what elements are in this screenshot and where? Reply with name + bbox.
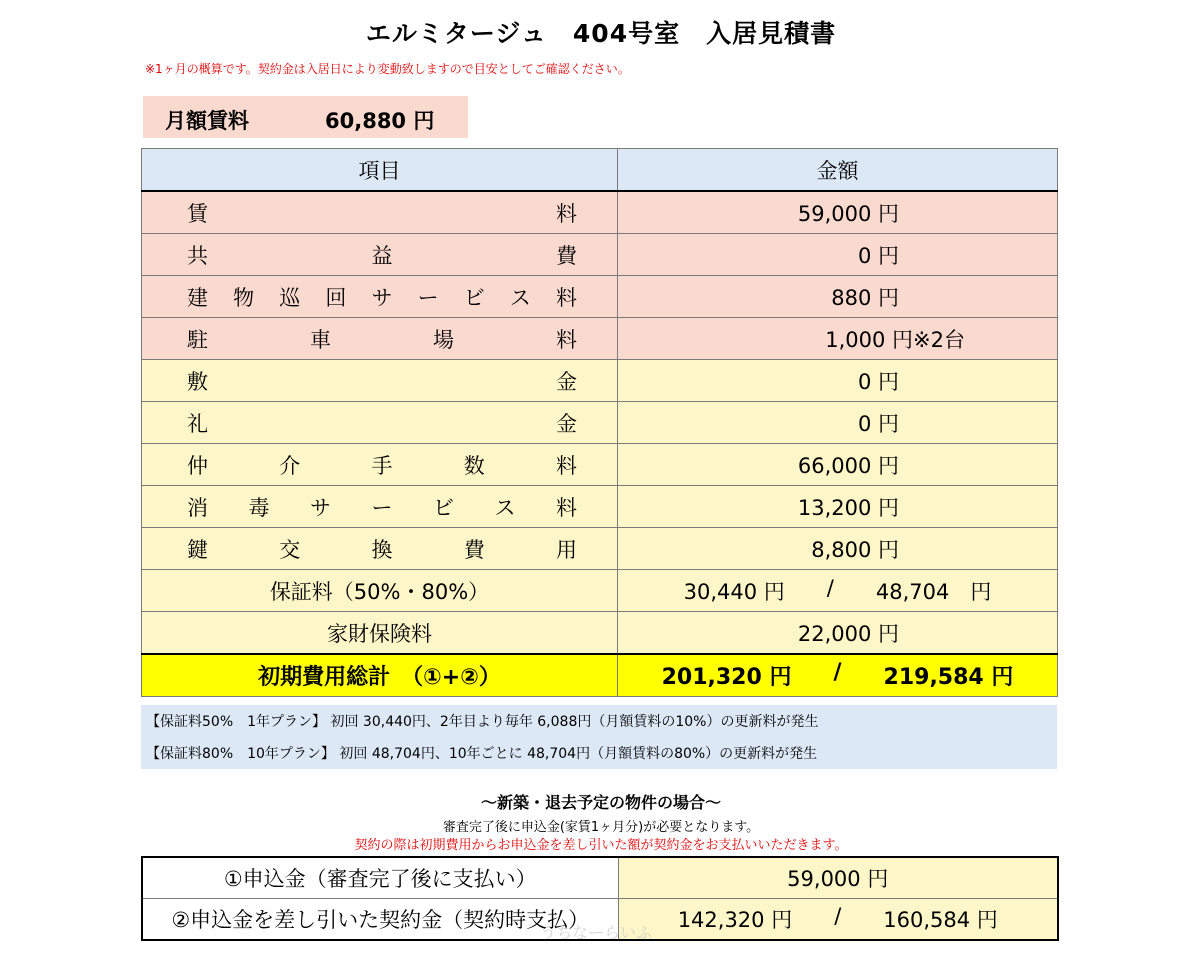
item-label (187, 366, 577, 396)
slash-separator: / (826, 575, 834, 600)
item-char: 料 (556, 201, 577, 226)
amount-value: 880 円 (831, 285, 899, 310)
item-char: 敷 (187, 369, 208, 394)
item-char: 益 (371, 243, 393, 268)
item-char: 料 (556, 495, 577, 520)
item-char: 料 (556, 327, 577, 352)
total-cost-value-80: 219,584 円 (883, 665, 1014, 690)
plan-50-note: 【保証料50% 1年プラン】 初回 30,440円、2年目より毎年 6,088円（月額賃料の10%）の更新料が発生 (146, 714, 819, 730)
contract-fee-80: 160,584 円 (883, 908, 998, 932)
item-char: 駐 (187, 327, 208, 352)
table-row (142, 191, 1058, 234)
item-char: 交 (279, 537, 301, 562)
table-row (142, 444, 1058, 486)
amount-cell (618, 528, 1058, 570)
item-label (187, 492, 577, 522)
item-cell (142, 191, 618, 234)
amount-suffix: ※2台 (913, 327, 965, 352)
guarantee-fee-label: 保証料（50%・80%） (142, 570, 618, 612)
item-char: ビ (463, 285, 485, 310)
new-build-note: 審査完了後に申込金(家賃1ヶ月分)が必要となります。 (442, 820, 760, 835)
item-char: ス (509, 285, 531, 310)
item-char: 回 (325, 285, 347, 310)
item-char: 費 (463, 537, 485, 562)
total-cost-label: 初期費用総計 （①+②） (142, 654, 618, 697)
guarantee-fee-value-80: 48,704 円 (875, 579, 992, 604)
amount-cell (618, 276, 1058, 318)
item-char: 費 (556, 243, 577, 268)
total-cost-value-50: 201,320 円 (661, 665, 792, 690)
guarantee-fee-value-50: 30,440 円 (683, 579, 785, 604)
header-item: 項目 (142, 149, 618, 192)
slash-separator: / (834, 904, 842, 928)
item-cell (142, 360, 618, 402)
estimate-note: ※1ヶ月の概算です。契約金は入居日により変動致しますので目安としてご確認ください。 (145, 62, 630, 76)
guarantee-fee-row (142, 570, 1058, 612)
item-char: 介 (279, 453, 301, 478)
amount-cell (618, 402, 1058, 444)
item-char: 巡 (279, 285, 301, 310)
monthly-rent-box (143, 96, 468, 138)
amount-value: 8,800 円 (811, 537, 899, 562)
contract-fee-label: ②申込金を差し引いた契約金（契約時支払） (142, 899, 618, 941)
item-char: 共 (187, 243, 208, 268)
item-char: 車 (310, 327, 331, 352)
item-cell (142, 444, 618, 486)
item-char: 賃 (187, 201, 208, 226)
amount-cell (618, 444, 1058, 486)
total-cost-row (142, 654, 1058, 697)
table-row (142, 486, 1058, 528)
insurance-amount-cell (618, 612, 1058, 655)
item-char: 建 (187, 285, 208, 310)
amount-value: 13,200 円 (797, 495, 899, 520)
item-label (187, 534, 577, 564)
guarantee-fee-values (618, 570, 1058, 612)
item-char: 仲 (187, 453, 208, 478)
amount-cell (618, 318, 1058, 360)
watermark-logo: うちなーらいふ (540, 923, 653, 942)
slash-separator: / (833, 660, 842, 685)
guarantee-fee-pair (618, 576, 1057, 606)
table-row (142, 360, 1058, 402)
item-char: ー (371, 495, 393, 520)
item-char: 手 (371, 453, 393, 478)
item-cell (142, 402, 618, 444)
insurance-value: 22,000 円 (797, 621, 899, 646)
item-char: 数 (463, 453, 485, 478)
insurance-row (142, 612, 1058, 655)
monthly-rent-value: 60,880 円 (325, 109, 435, 133)
table-row (142, 528, 1058, 570)
new-build-warning: 契約の際は初期費用からお申込金を差し引いた額が契約金をお支払いいただきます。 (354, 838, 848, 853)
new-build-title: ～新築・退去予定の物件の場合～ (480, 793, 721, 812)
item-label (187, 198, 577, 228)
item-char: サ (371, 285, 393, 310)
amount-value: 1,000 円 (825, 327, 914, 352)
table-row (142, 318, 1058, 360)
document-title: エルミタージュ 404号室 入居見積書 (365, 19, 837, 48)
amount-value: 66,000 円 (797, 453, 899, 478)
item-label (187, 324, 577, 354)
item-char: 物 (233, 285, 255, 310)
item-char: 金 (556, 369, 577, 394)
monthly-rent-label: 月額賃料 (165, 109, 249, 133)
amount-cell (618, 486, 1058, 528)
total-cost-pair (618, 660, 1057, 691)
amount-cell (618, 360, 1058, 402)
guarantee-plans (141, 705, 1057, 769)
application-fee-row (142, 857, 1058, 899)
contract-fee-values (618, 899, 1058, 941)
application-fee-value: 59,000 円 (618, 857, 1058, 899)
plan-80-note: 【保証料80% 10年プラン】 初回 48,704円、10年ごとに 48,704円（月額賃料の80%）の更新料が発生 (146, 746, 818, 762)
item-cell (142, 318, 618, 360)
item-char: 礼 (187, 411, 208, 436)
insurance-label: 家財保険料 (142, 612, 618, 655)
item-char: ビ (433, 495, 454, 520)
item-label (187, 282, 577, 312)
table-header-row (142, 149, 1058, 192)
amount-value: 0 円 (857, 411, 899, 436)
estimate-table (141, 148, 1058, 697)
item-char: 料 (556, 453, 577, 478)
amount-value: 0 円 (857, 369, 899, 394)
item-cell (142, 486, 618, 528)
item-char: サ (310, 495, 331, 520)
item-label (187, 408, 577, 438)
application-fee-label: ①申込金（審査完了後に支払い） (142, 857, 618, 899)
amount-value: 0 円 (857, 243, 899, 268)
table-row (142, 402, 1058, 444)
item-char: ス (494, 495, 516, 520)
item-char: 換 (371, 537, 393, 562)
item-cell (142, 276, 618, 318)
item-char: 消 (187, 495, 208, 520)
item-cell (142, 234, 618, 276)
contract-fee-50: 142,320 円 (677, 908, 793, 932)
item-char: 毒 (248, 495, 270, 520)
item-char: 用 (556, 537, 577, 562)
table-row (142, 276, 1058, 318)
table-row (142, 234, 1058, 276)
header-amount: 金額 (618, 149, 1058, 192)
item-char: 金 (556, 411, 577, 436)
amount-value: 59,000 円 (797, 201, 899, 226)
amount-cell (618, 191, 1058, 234)
amount-cell (618, 234, 1058, 276)
item-label (187, 240, 577, 270)
item-cell (142, 528, 618, 570)
total-cost-values (618, 654, 1058, 697)
item-char: ー (417, 285, 439, 310)
item-label (187, 450, 577, 480)
item-char: 料 (556, 285, 577, 310)
item-char: 鍵 (187, 537, 208, 562)
item-char: 場 (433, 327, 454, 352)
